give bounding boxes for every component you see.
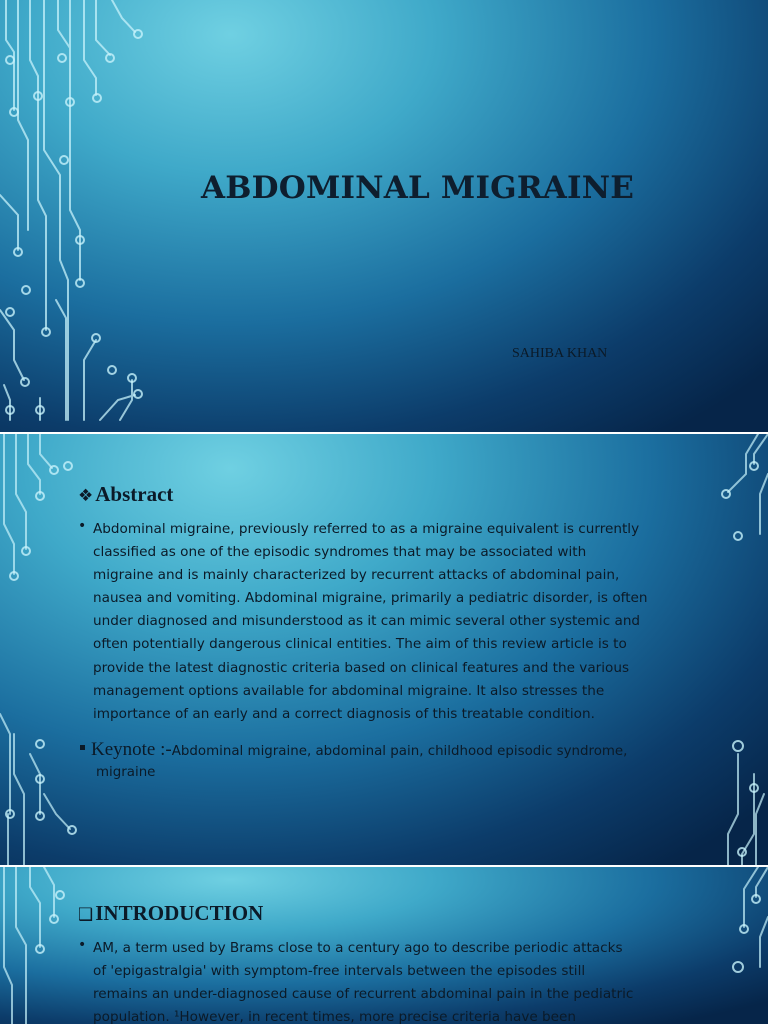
circuit-decoration-right (698, 867, 768, 1024)
introduction-paragraph (93, 937, 697, 1024)
abstract-text-line: Abdominal migraine, previously referred to as a migraine equivalent is currently (93, 521, 640, 537)
abstract-text-line: classified as one of the episodic syndromes that may be associated with (93, 544, 587, 561)
abstract-text-line: migraine and is mainly characterized by recurrent attacks of abdominal pain, (93, 567, 620, 584)
presentation-title: ABDOMINAL MIGRAINE (201, 170, 635, 206)
square-bullet-icon (80, 745, 85, 750)
abstract-text-line: often potentially dangerous clinical entities. The aim of this review article is to (93, 636, 627, 653)
abstract-text-line: under diagnosed and misunderstood as it can mimic several other systemic and (93, 613, 641, 630)
abstract-text-line: management options available for abdominal migraine. It also stresses the (93, 682, 605, 699)
circuit-decoration-left (0, 434, 90, 865)
diamond-bullet-icon: ❖ (78, 486, 94, 506)
author-name: SAHIBA KHAN (512, 346, 608, 361)
introduction-heading (78, 901, 263, 926)
introduction-text-line: of 'epigastralgia' with symptom-free intervals between the episodes still (93, 963, 586, 980)
circuit-decoration-left (0, 0, 160, 432)
introduction-text-line: remains an under-diagnosed cause of recurrent abdominal pain in the pediatric (93, 986, 634, 1003)
abstract-text-line: provide the latest diagnostic criteria based on clinical features and the various (93, 659, 630, 676)
circuit-decoration-right (698, 434, 768, 865)
title-slide (0, 0, 768, 432)
box-bullet-icon: ❑ (78, 905, 94, 925)
introduction-heading-text: INTRODUCTION (95, 901, 264, 925)
keynote-label: Keynote :- (91, 739, 172, 760)
introduction-slide (0, 867, 768, 1024)
abstract-text-line: importance of an early and a correct diagnosis of this treatable condition. (93, 705, 595, 722)
keynote-text: Abdominal migraine, abdominal pain, childhood episodic syndrome, (171, 744, 628, 759)
circuit-decoration-left (0, 867, 70, 1024)
introduction-text-line: AM, a term used by Brams close to a century ago to describe periodic attacks (93, 940, 623, 956)
abstract-paragraph (93, 518, 697, 726)
abstract-heading (78, 482, 173, 507)
abstract-heading-text: Abstract (95, 482, 174, 506)
abstract-text-line: nausea and vomiting. Abdominal migraine, primarily a pediatric disorder, is often (93, 590, 648, 607)
keynote-text-continued: migraine (96, 765, 156, 780)
abstract-slide (0, 434, 768, 865)
introduction-text-line: population. ¹However, in recent times, more precise criteria have been (93, 1009, 577, 1024)
bullet-dot-icon: • (78, 937, 87, 953)
bullet-dot-icon: • (78, 518, 87, 534)
